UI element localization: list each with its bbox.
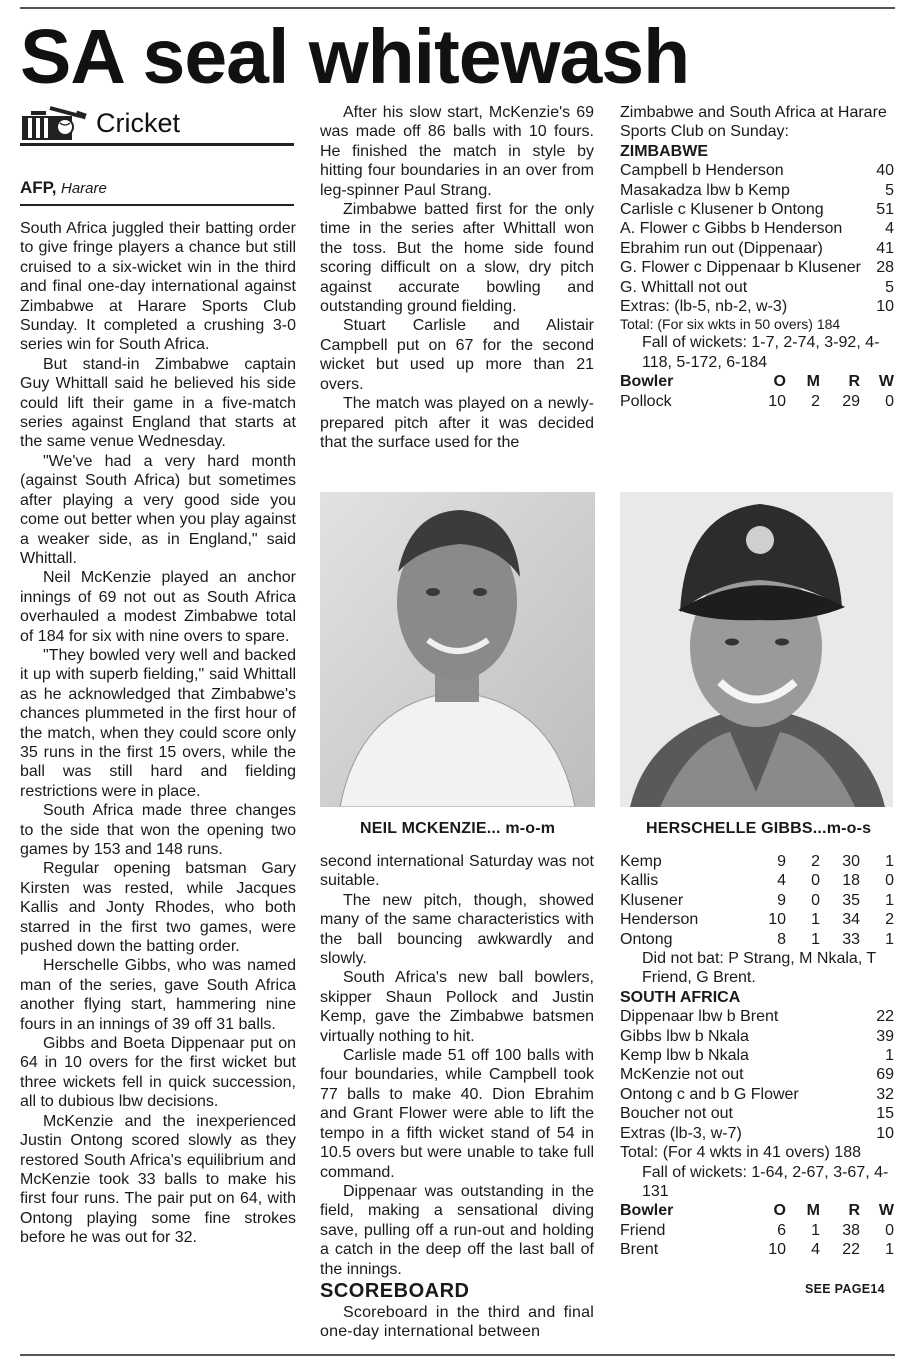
batsman-name: Campbell b Henderson bbox=[620, 162, 784, 180]
section-label: Cricket bbox=[96, 108, 181, 138]
bowling-cell: 35 bbox=[842, 891, 860, 909]
bowling-cell: 0 bbox=[885, 1221, 894, 1239]
bowling-cell: 0 bbox=[811, 891, 820, 909]
batsman-name: Ebrahim run out (Dippenaar) bbox=[620, 239, 823, 257]
batsman-name: Extras (lb-3, w-7) bbox=[620, 1124, 742, 1142]
batsman-name: Dippenaar lbw b Brent bbox=[620, 1008, 779, 1026]
bowling-cell: 30 bbox=[842, 853, 860, 870]
bowling-cell: 1 bbox=[811, 1221, 820, 1239]
fall-of-wickets: Fall of wickets: 1-7, 2-74, 3-92, 4-118, 5-172, 6-184 bbox=[642, 334, 880, 371]
bowling-cell: Pollock bbox=[620, 392, 672, 410]
batsman-runs: 22 bbox=[876, 1008, 894, 1026]
bowling-cell: 22 bbox=[842, 1241, 860, 1259]
bowling-cell: 0 bbox=[885, 392, 894, 410]
batsman-row bbox=[620, 1124, 894, 1143]
bowling-row bbox=[620, 930, 894, 949]
bowling-cell: 1 bbox=[885, 1241, 894, 1259]
team-name: SOUTH AFRICA bbox=[620, 988, 741, 1006]
article-paragraph: McKenzie and the inexperienced Justin Ontong scored slowly as they restored South Africa's equilibrium and McKenzie took 33 balls to make his first four runs. The pair put on 64, with Ontong playing some fine strokes before he was out for 32. bbox=[20, 1112, 296, 1247]
byline bbox=[20, 178, 294, 206]
batsman-row bbox=[620, 1027, 894, 1046]
bowling-cell: 1 bbox=[885, 930, 894, 948]
batsman-runs: 15 bbox=[876, 1105, 894, 1123]
batsman-name: Gibbs lbw b Nkala bbox=[620, 1027, 749, 1045]
batsman-name: Masakadza lbw b Kemp bbox=[620, 181, 790, 199]
bowling-cell: Brent bbox=[620, 1241, 659, 1259]
bowling-cell: Henderson bbox=[620, 911, 699, 929]
article-paragraph: After his slow start, McKenzie's 69 was made off 86 balls with 10 fours. He finished the match in style by hitting four boundaries in an over from leg-spinner Paul Strang. bbox=[320, 104, 594, 199]
headline: SA seal whitewash bbox=[20, 14, 690, 100]
bowling-cell: 4 bbox=[777, 872, 786, 890]
batsman-runs: 10 bbox=[876, 1124, 894, 1142]
bowling-header-cell: W bbox=[878, 373, 894, 391]
section-rule bbox=[20, 143, 294, 146]
batsman-name: G. Whittall not out bbox=[620, 278, 748, 296]
bowling-cell: 29 bbox=[842, 392, 860, 410]
bowling-cell: 10 bbox=[768, 911, 786, 929]
batsman-runs: 10 bbox=[876, 298, 894, 316]
bowling-cell: 33 bbox=[842, 930, 860, 948]
batsman-name: A. Flower c Gibbs b Henderson bbox=[620, 220, 843, 238]
scoreboard-southafrica bbox=[620, 852, 894, 1260]
bowling-cell: 0 bbox=[811, 872, 820, 890]
bowling-row bbox=[620, 852, 894, 871]
bowling-cell: 2 bbox=[811, 392, 820, 410]
top-rule bbox=[20, 7, 895, 9]
batsman-name: Ontong c and b G Flower bbox=[620, 1085, 799, 1103]
article-column-2-bottom bbox=[320, 852, 594, 1342]
photo-caption-left: NEIL MCKENZIE... m-o-m bbox=[360, 820, 556, 837]
article-paragraph: But stand-in Zimbabwe captain Guy Whittall said he believed his side could lift their game in a five-match series against England that starts at the same venue Wednesday. bbox=[20, 355, 296, 451]
bowling-header-cell: M bbox=[806, 1202, 820, 1220]
section-header bbox=[20, 102, 294, 146]
fall-of-wickets: Fall of wickets: 1-64, 2-67, 3-67, 4-131 bbox=[642, 1163, 889, 1200]
did-not-bat: Did not bat: P Strang, M Nkala, T Friend, G Brent. bbox=[642, 950, 876, 987]
bowling-row bbox=[620, 910, 894, 929]
batsman-row bbox=[620, 1104, 894, 1123]
bowling-cell: 9 bbox=[777, 891, 786, 909]
article-paragraph: "We've had a very hard month (against South Africa) but sometimes after playing a very good side you come out better when you play against a weaker side, as in England," said Whittall. bbox=[20, 452, 296, 567]
bowling-cell: Kemp bbox=[620, 853, 662, 870]
article-paragraph: The new pitch, though, showed many of the same characteristics with the ball bouncing awkwardly and slowly. bbox=[320, 891, 594, 968]
batsman-row bbox=[620, 200, 894, 219]
bowling-header-cell: Bowler bbox=[620, 373, 674, 391]
bowling-cell: Klusener bbox=[620, 891, 684, 909]
bowling-cell: 8 bbox=[777, 930, 786, 948]
article-paragraph: South Africa juggled their batting order to give fringe players a chance but still cruised to a six-wicket win in the third and final one-day international against Zimbabwe at Harare Sports Club Sunday. It completed a crushing 3-0 series win for South Africa. bbox=[20, 220, 296, 354]
bowling-cell: 18 bbox=[842, 872, 860, 890]
bowling-cell: 10 bbox=[768, 392, 786, 410]
article-paragraph: Stuart Carlisle and Alistair Campbell put on 67 for the second wicket but used up more than 21 overs. bbox=[320, 317, 594, 393]
bowling-cell: 9 bbox=[777, 853, 786, 870]
article-paragraph: second international Saturday was not suitable. bbox=[320, 853, 594, 890]
batsman-row bbox=[620, 219, 894, 238]
bowling-header-cell: W bbox=[878, 1202, 894, 1220]
bowling-cell: 1 bbox=[811, 930, 820, 948]
bowling-cell: 38 bbox=[842, 1221, 860, 1239]
bowling-row bbox=[620, 1240, 894, 1259]
article-paragraph: Dippenaar was outstanding in the field, making a sensational diving save, pulling off a run-out and holding a catch in the deep off the last ball of the innings. bbox=[320, 1182, 594, 1278]
article-column-1 bbox=[20, 219, 296, 1248]
bowling-cell: 1 bbox=[885, 891, 894, 909]
bowling-header-cell: R bbox=[848, 1202, 860, 1220]
scoreboard-intro-cont: Zimbabwe and South Africa at Harare Sports Club on Sunday: bbox=[620, 104, 887, 141]
byline-agency: AFP, bbox=[20, 178, 57, 197]
batsman-runs: 5 bbox=[885, 181, 894, 199]
batsman-runs: 28 bbox=[876, 259, 894, 277]
bowling-row bbox=[620, 891, 894, 910]
bowling-row bbox=[620, 871, 894, 890]
article-paragraph: Zimbabwe batted first for the only time in the series after Whittall won the toss. But the home side found scoring difficult on a slow, dry pitch against accurate bowling and outstanding ground fielding. bbox=[320, 201, 594, 316]
herschelle-gibbs-photo bbox=[620, 492, 893, 807]
batsman-row bbox=[620, 297, 894, 316]
bowling-row bbox=[620, 1221, 894, 1240]
batsman-name: Carlisle c Klusener b Ontong bbox=[620, 201, 824, 219]
scoreboard-intro: Scoreboard in the third and final one-day international between bbox=[320, 1303, 594, 1341]
batsman-runs: 4 bbox=[885, 220, 894, 238]
batsman-runs: 32 bbox=[876, 1085, 894, 1103]
batsman-row bbox=[620, 239, 894, 258]
bowling-header bbox=[620, 372, 894, 391]
bowling-cell: Friend bbox=[620, 1221, 666, 1239]
bowling-header-cell: R bbox=[848, 373, 860, 391]
batsman-runs: 1 bbox=[885, 1047, 894, 1065]
article-paragraph: The match was played on a newly-prepared pitch after it was decided that the surface used for the bbox=[320, 395, 594, 451]
innings-total: Total: (For 4 wkts in 41 overs) 188 bbox=[620, 1144, 861, 1162]
batsman-name: Kemp lbw b Nkala bbox=[620, 1047, 749, 1065]
batsman-runs: 39 bbox=[876, 1027, 894, 1045]
bowling-cell: Kallis bbox=[620, 872, 659, 890]
bowling-header-cell: O bbox=[773, 373, 786, 391]
batsman-runs: 41 bbox=[876, 239, 894, 257]
batsman-runs: 51 bbox=[876, 201, 894, 219]
article-paragraph: Neil McKenzie played an anchor innings of 69 not out as South Africa overhauled a modest Zimbabwe total of 184 for six with nine overs to spare. bbox=[20, 569, 296, 645]
scoreboard-zimbabwe bbox=[620, 103, 894, 411]
batsman-name: McKenzie not out bbox=[620, 1066, 744, 1084]
article-paragraph: South Africa made three changes to the side that won the opening two games by 153 and 148 runs. bbox=[20, 802, 296, 858]
bowling-cell: 2 bbox=[811, 853, 820, 870]
batsman-row bbox=[620, 1085, 894, 1104]
batsman-runs: 69 bbox=[876, 1066, 894, 1084]
bowling-header bbox=[620, 1201, 894, 1220]
byline-place: Harare bbox=[61, 180, 107, 197]
bowling-cell: 0 bbox=[885, 872, 894, 890]
bowling-cell: 10 bbox=[768, 1241, 786, 1259]
article-paragraph: Herschelle Gibbs, who was named man of the series, gave South Africa another flying start, hammering nine fours in an innings of 39 off 31 balls. bbox=[20, 957, 296, 1033]
batsman-row bbox=[620, 258, 894, 277]
batsman-name: Extras: (lb-5, nb-2, w-3) bbox=[620, 298, 788, 316]
batsman-runs: 5 bbox=[885, 278, 894, 296]
bowling-cell: 4 bbox=[811, 1241, 820, 1259]
batsman-row bbox=[620, 1046, 894, 1065]
bottom-rule bbox=[20, 1354, 895, 1356]
batsman-row bbox=[620, 161, 894, 180]
batsman-name: Boucher not out bbox=[620, 1105, 733, 1123]
bowling-cell: Ontong bbox=[620, 930, 673, 948]
batsman-row bbox=[620, 278, 894, 297]
article-paragraph: Regular opening batsman Gary Kirsten was rested, while Jacques Kallis and Jonty Rhodes, who both starred in the first two games, were pushed down the batting order. bbox=[20, 860, 296, 956]
article-paragraph: South Africa's new ball bowlers, skipper Shaun Pollock and Justin Kemp, gave the Zimbabwe batsmen virtually nothing to hit. bbox=[320, 969, 594, 1045]
batsman-runs: 40 bbox=[876, 162, 894, 180]
batsman-row bbox=[620, 1065, 894, 1084]
batsman-name: G. Flower c Dippenaar b Klusener bbox=[620, 259, 861, 277]
neil-mckenzie-photo bbox=[320, 492, 595, 807]
scoreboard-title: SCOREBOARD bbox=[320, 1279, 470, 1302]
bowling-row bbox=[620, 392, 894, 411]
article-column-2-top bbox=[320, 103, 594, 452]
bowling-cell: 2 bbox=[885, 911, 894, 929]
team-name: ZIMBABWE bbox=[620, 142, 708, 160]
bowling-header-cell: Bowler bbox=[620, 1202, 674, 1220]
article-paragraph: Carlisle made 51 off 100 balls with four boundaries, while Campbell took 77 balls to make 40. Dion Ebrahim and Grant Flower were able to lift the tempo in a fifth wicket stand of 54 in 10.5 overs but were unable to take full command. bbox=[320, 1047, 594, 1181]
bowling-cell: 34 bbox=[842, 911, 860, 929]
see-page-link[interactable]: SEE PAGE14 bbox=[805, 1282, 885, 1296]
bowling-cell: 1 bbox=[811, 911, 820, 929]
article-paragraph: Gibbs and Boeta Dippenaar put on 64 in 10 overs for the first wicket but three wickets fell in quick succession, all to dubious lbw decisions. bbox=[20, 1035, 296, 1111]
batsman-row bbox=[620, 1007, 894, 1026]
innings-total: Total: (For six wkts in 50 overs) 184 bbox=[620, 316, 841, 333]
bowling-header-cell: M bbox=[806, 373, 820, 391]
bowling-cell: 1 bbox=[885, 853, 894, 870]
photo-caption-right: HERSCHELLE GIBBS...m-o-s bbox=[646, 820, 872, 837]
bowling-header-cell: O bbox=[773, 1202, 786, 1220]
batsman-row bbox=[620, 181, 894, 200]
cricket-icon bbox=[20, 102, 90, 142]
article-paragraph: "They bowled very well and backed it up with superb fielding," said Whittall as he acknowledged that Zimbabwe's chances plummeted in the first hour of the match, when they could score only 35 runs in the first 15 overs, while the ball was still hard and fielding restrictions were in place. bbox=[20, 646, 296, 800]
bowling-cell: 6 bbox=[777, 1221, 786, 1239]
